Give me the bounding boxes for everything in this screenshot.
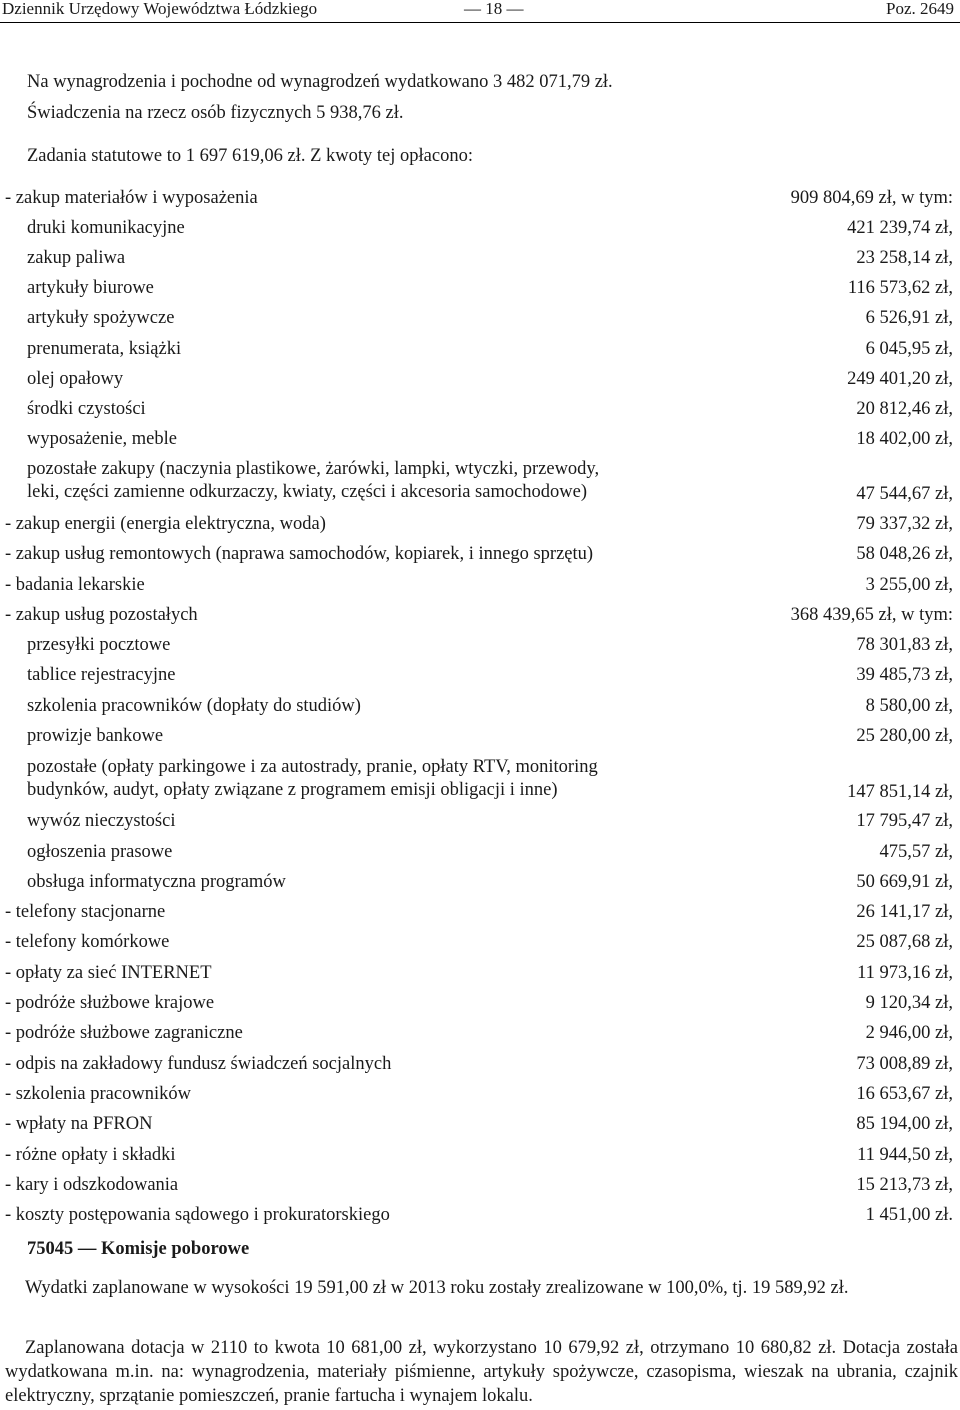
expense-label: - opłaty za sieć INTERNET — [5, 963, 212, 983]
expense-label: - zakup usług pozostałych — [5, 605, 198, 625]
expense-label: wywóz nieczystości — [27, 811, 176, 831]
expense-label: wyposażenie, meble — [27, 429, 177, 449]
intro-statutory: Zadania statutowe to 1 697 619,06 zł. Z kwoty tej opłacono: — [27, 146, 473, 166]
expense-amount: 11 944,50 zł, — [857, 1145, 953, 1165]
expense-label: pozostałe zakupy (naczynia plastikowe, żarówki, lampki, wtyczki, przewody, — [27, 459, 600, 479]
expense-label: pozostałe (opłaty parkingowe i za autostrady, pranie, opłaty RTV, monitoring — [27, 757, 598, 777]
position-number: Poz. 2649 — [886, 0, 954, 18]
expense-label: - koszty postępowania sądowego i prokuratorskiego — [5, 1205, 390, 1225]
expense-label: - różne opłaty i składki — [5, 1145, 176, 1165]
expense-amount: 15 213,73 zł, — [856, 1175, 953, 1195]
intro-wages: Na wynagrodzenia i pochodne od wynagrodzeń wydatkowano 3 482 071,79 zł. — [27, 72, 613, 92]
expense-label: obsługa informatyczna programów — [27, 872, 286, 892]
expense-amount: 25 280,00 zł, — [856, 726, 953, 746]
expense-amount: 421 239,74 zł, — [847, 218, 953, 238]
expense-amount: 1 451,00 zł. — [865, 1205, 953, 1225]
expense-label: - podróże służbowe krajowe — [5, 993, 215, 1013]
expense-amount: 147 851,14 zł, — [847, 782, 953, 802]
expense-amount: 3 255,00 zł, — [865, 575, 953, 595]
expense-amount: 73 008,89 zł, — [856, 1054, 953, 1074]
expense-amount: 6 045,95 zł, — [865, 339, 953, 359]
expense-label: - zakup materiałów i wyposażenia — [5, 188, 258, 208]
expense-amount: 39 485,73 zł, — [856, 665, 953, 685]
section-title: 75045 — Komisje poborowe — [27, 1239, 250, 1259]
expense-amount: 26 141,17 zł, — [856, 902, 953, 922]
expense-label: - zakup usług remontowych (naprawa samochodów, kopiarek, i innego sprzętu) — [5, 544, 594, 564]
expense-amount: 6 526,91 zł, — [865, 308, 953, 328]
paragraph-text: Wydatki zaplanowane w wysokości 19 591,00 zł w 2013 roku zostały zrealizowane w 100,0%, tj. 19 589,92 zł. — [25, 1278, 849, 1298]
intro-benefits: Świadczenia na rzecz osób fizycznych 5 938,76 zł. — [27, 103, 404, 123]
expense-amount: 909 804,69 zł, w tym: — [790, 188, 953, 208]
expense-amount: 20 812,46 zł, — [856, 399, 953, 419]
expense-label: środki czystości — [27, 399, 146, 419]
expense-label: tablice rejestracyjne — [27, 665, 176, 685]
expense-amount: 16 653,67 zł, — [856, 1084, 953, 1104]
expense-amount: 9 120,34 zł, — [865, 993, 953, 1013]
expense-label: ogłoszenia prasowe — [27, 842, 173, 862]
expense-label: - telefony stacjonarne — [5, 902, 166, 922]
expense-label: - kary i odszkodowania — [5, 1175, 179, 1195]
expense-amount: 11 973,16 zł, — [857, 963, 953, 983]
expense-amount: 368 439,65 zł, w tym: — [790, 605, 953, 625]
expense-amount: 78 301,83 zł, — [856, 635, 953, 655]
expense-amount: 8 580,00 zł, — [865, 696, 953, 716]
expense-amount: 85 194,00 zł, — [856, 1114, 953, 1134]
section-paragraph-grant — [5, 1336, 958, 1408]
expense-amount: 249 401,20 zł, — [847, 369, 953, 389]
page-number: — 18 — — [464, 0, 524, 18]
expense-label: - zakup energii (energia elektryczna, woda) — [5, 514, 326, 534]
expense-amount: 475,57 zł, — [879, 842, 953, 862]
expense-label: - szkolenia pracowników — [5, 1084, 191, 1104]
expense-label: - odpis na zakładowy fundusz świadczeń socjalnych — [5, 1054, 392, 1074]
expense-amount: 25 087,68 zł, — [856, 932, 953, 952]
expense-amount: 50 669,91 zł, — [856, 872, 953, 892]
expense-amount: 79 337,32 zł, — [856, 514, 953, 534]
expense-label-continued: budynków, audyt, opłaty związane z programem emisji obligacji i inne) — [27, 780, 558, 800]
expense-label: - wpłaty na PFRON — [5, 1114, 153, 1134]
journal-title: Dziennik Urzędowy Województwa Łódzkiego — [2, 0, 318, 18]
paragraph-text: Zaplanowana dotacja w 2110 to kwota 10 681,00 zł, wykorzystano 10 679,92 zł, otrzymano 10 680,82 zł. Dotacja została wydatkowana m.in. na: wynagrodzenia, materiały piśmienne, artykuły spożywcze, czasopisma, wieszak na ubrania, czajnik elektryczny, sprzątanie pomieszczeń, pranie fartucha i wynajem lokalu. — [5, 1338, 958, 1406]
expense-amount: 23 258,14 zł, — [856, 248, 953, 268]
expense-label: prenumerata, książki — [27, 339, 182, 359]
section-paragraph-expenses — [5, 1276, 958, 1300]
expense-label: - telefony komórkowe — [5, 932, 170, 952]
expense-label: artykuły biurowe — [27, 278, 154, 298]
expense-label: druki komunikacyjne — [27, 218, 185, 238]
expense-label: artykuły spożywcze — [27, 308, 175, 328]
expense-amount: 18 402,00 zł, — [856, 429, 953, 449]
expense-amount: 58 048,26 zł, — [856, 544, 953, 564]
expense-label: - podróże służbowe zagraniczne — [5, 1023, 243, 1043]
expense-label: olej opałowy — [27, 369, 124, 389]
expense-amount: 2 946,00 zł, — [865, 1023, 953, 1043]
expense-amount: 116 573,62 zł, — [847, 278, 953, 298]
expense-amount: 47 544,67 zł, — [856, 484, 953, 504]
expense-label: - badania lekarskie — [5, 575, 145, 595]
expense-label: przesyłki pocztowe — [27, 635, 171, 655]
expense-label: szkolenia pracowników (dopłaty do studiów) — [27, 696, 361, 716]
expense-amount: 17 795,47 zł, — [856, 811, 953, 831]
expense-label-continued: leki, części zamienne odkurzaczy, kwiaty, części i akcesoria samochodowe) — [27, 482, 588, 502]
expense-label: zakup paliwa — [27, 248, 126, 268]
expense-label: prowizje bankowe — [27, 726, 164, 746]
